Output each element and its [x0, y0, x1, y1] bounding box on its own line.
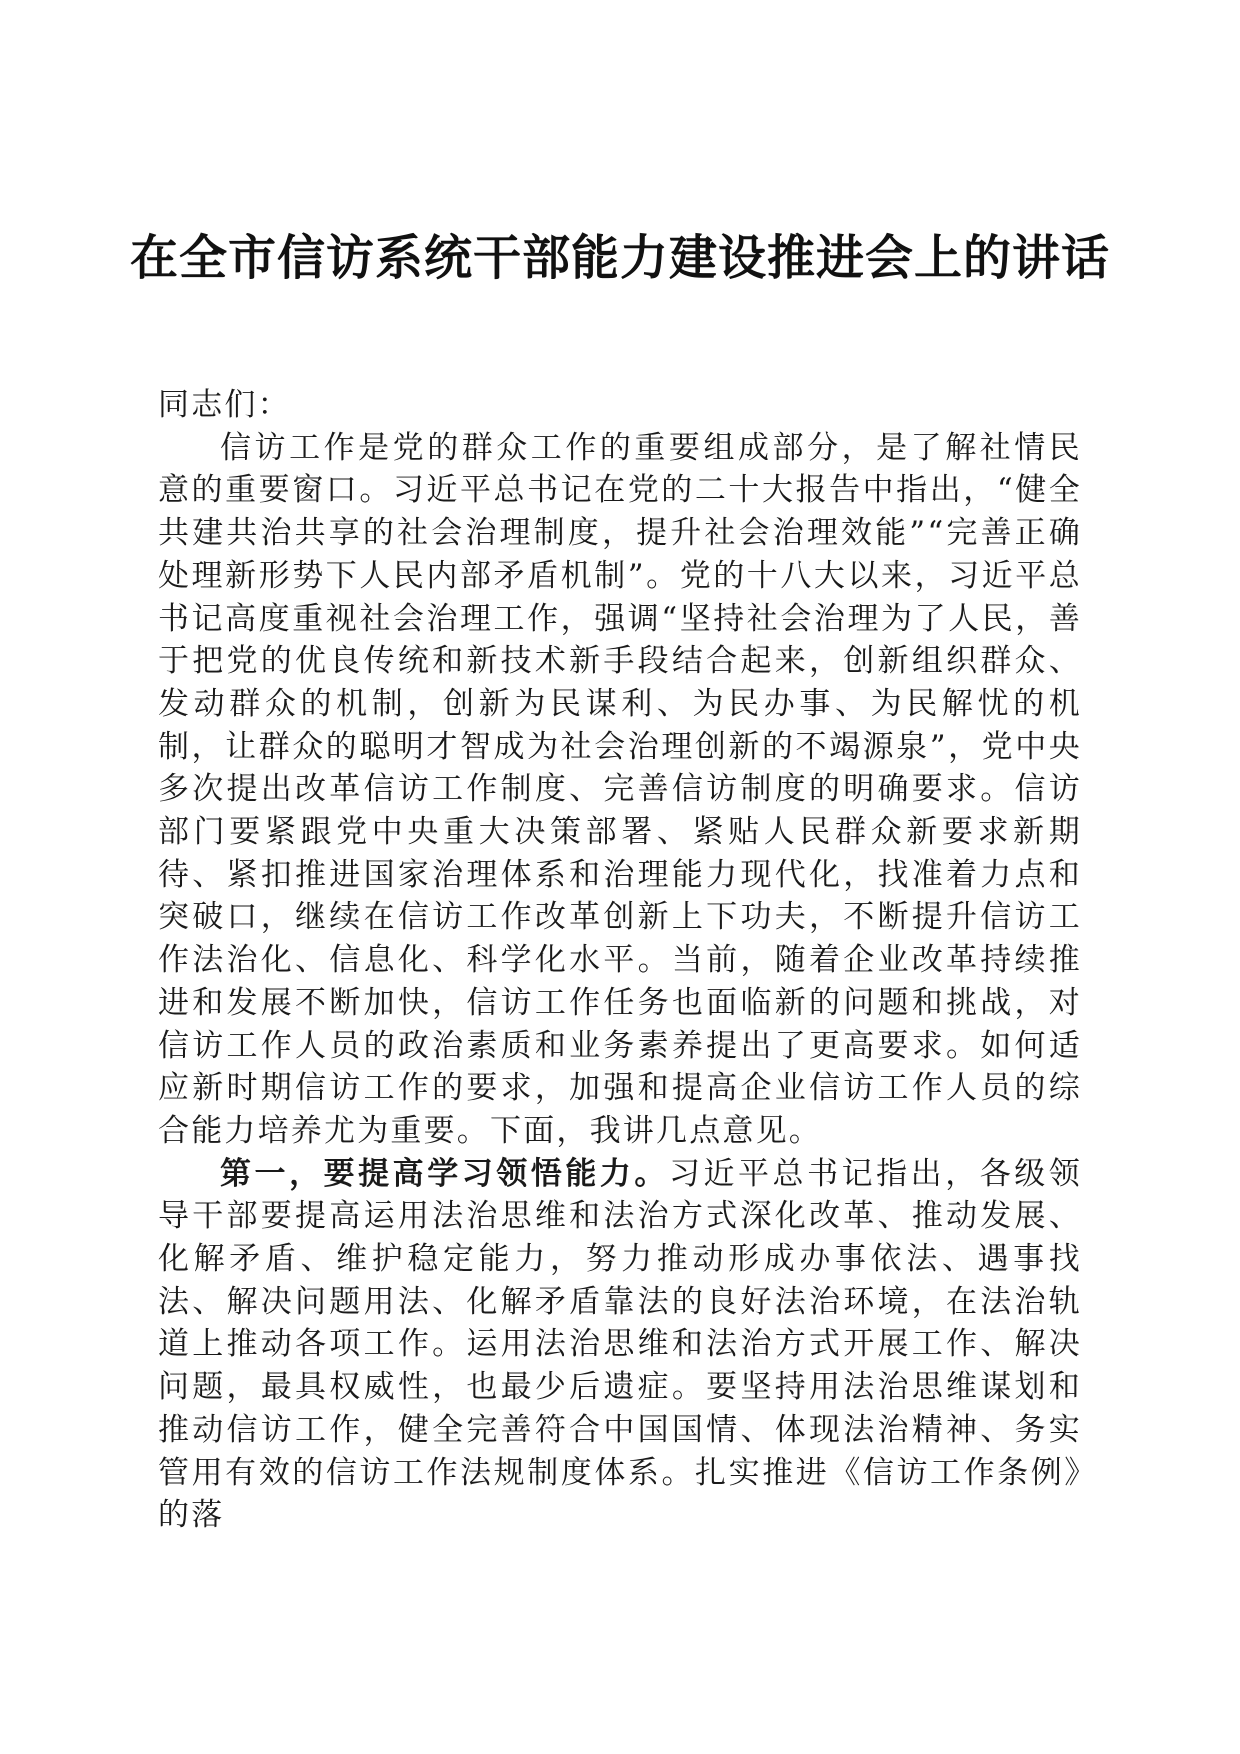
paragraph-lead-heading: 第一，要提高学习领悟能力。 — [220, 1155, 669, 1192]
paragraph-point-one — [158, 1153, 1082, 1537]
document-body — [158, 384, 1082, 1537]
paragraph-text: 信访工作是党的群众工作的重要组成部分，是了解社情民意的重要窗口。习近平总书记在党的二十大报告中指出，“健全共建共治共享的社会治理制度，提升社会治理效能”“完善正确处理新形势下人民内部矛盾机制”。党的十八大以来，习近平总书记高度重视社会治理工作，强调“坚持社会治理为了人民，善于把党的优良传统和新技术新手段结合起来，创新组织群众、发动群众的机制，创新为民谋利、为民办事、为民解忧的机制，让群众的聪明才智成为社会治理创新的不竭源泉”，党中央多次提出改革信访工作制度、完善信访制度的明确要求。信访部门要紧跟党中央重大决策部署、紧贴人民群众新要求新期待、紧扣推进国家治理体系和治理能力现代化，找准着力点和突破口，继续在信访工作改革创新上下功夫，不断提升信访工作法治化、信息化、科学化水平。当前，随着企业改革持续推进和发展不断加快，信访工作任务也面临新的问题和挑战，对信访工作人员的政治素质和业务素养提出了更高要求。如何适应新时期信访工作的要求，加强和提高企业信访工作人员的综合能力培养尤为重要。下面，我讲几点意见。 — [158, 429, 1082, 1149]
document-title: 在全市信访系统干部能力建设推进会上的讲话 — [129, 230, 1110, 286]
paragraph-text: 习近平总书记指出，各级领导干部要提高运用法治思维和法治方式深化改革、推动发展、化解矛盾、维护稳定能力，努力推动形成办事依法、遇事找法、解决问题用法、化解矛盾靠法的良好法治环境，在法治轨道上推动各项工作。运用法治思维和法治方式开展工作、解决问题，最具权威性，也最少后遗症。要坚持用法治思维谋划和推动信访工作，健全完善符合中国国情、体现法治精神、务实管用有效的信访工作法规制度体系。扎实推进《信访工作条例》的落 — [158, 1155, 1082, 1534]
salutation: 同志们： — [158, 387, 291, 423]
paragraph-intro — [158, 427, 1082, 1153]
